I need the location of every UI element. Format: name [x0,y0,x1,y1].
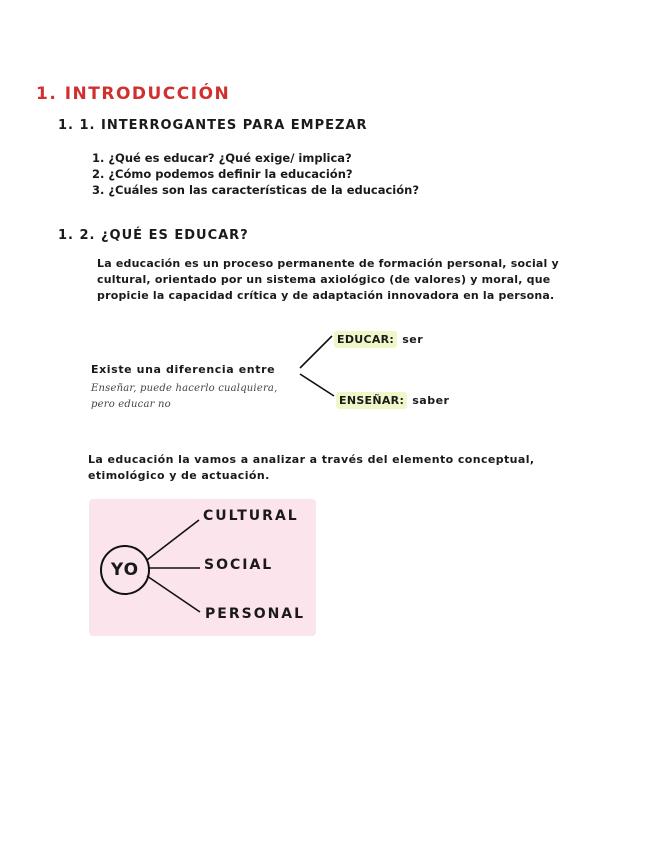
yo-label: YO [110,560,140,580]
ensenar-label: ENSEÑAR: [336,392,407,409]
section-title-interrogantes: 1. 1. INTERROGANTES PARA EMPEZAR [58,118,368,133]
definition-paragraph: La educación es un proceso permanente de formación personal, social y cultural, orientado por un sistema axiológico (de valores) y moral, que propicie la capacidad crítica y de adaptación innovadora en la persona. [97,257,559,302]
section-title-que-es-educar: 1. 2. ¿QUÉ ES EDUCAR? [58,228,249,243]
analysis-paragraph: La educación la vamos a analizar a través del elemento conceptual, etimológico y de actuación. [88,453,535,482]
handwritten-note-line2: pero educar no [91,399,171,410]
educar-value: ser [402,333,424,346]
educar-label: EDUCAR: [334,331,397,348]
question-item: 1. ¿Qué es educar? ¿Qué exige/ implica? [92,151,352,165]
question-item: 2. ¿Cómo podemos definir la educación? [92,167,353,181]
branch-personal: PERSONAL [205,606,306,622]
ensenar-value: saber [412,394,450,407]
heading-introduccion: 1. INTRODUCCIÓN [36,84,231,104]
question-item: 3. ¿Cuáles son las características de la educación? [92,183,420,197]
handwritten-note-line1: Enseñar, puede hacerlo cualquiera, [91,383,278,394]
yo-circle [100,545,150,595]
branch-social: SOCIAL [204,557,274,573]
difference-text: Existe una diferencia entre [91,363,276,376]
branch-cultural: CULTURAL [203,508,299,524]
